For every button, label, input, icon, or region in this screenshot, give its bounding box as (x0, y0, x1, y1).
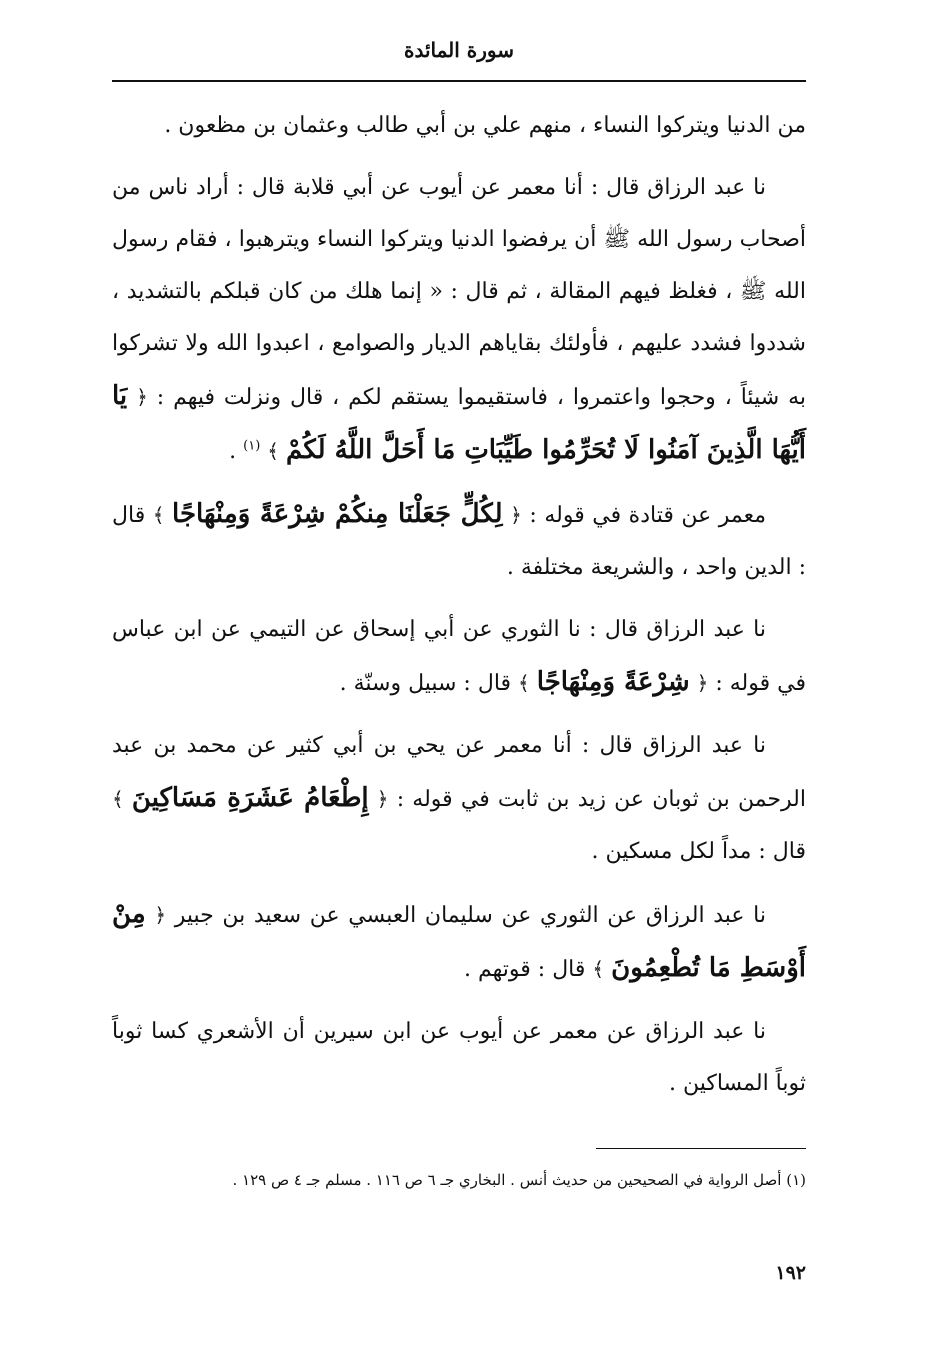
paragraph-1 (112, 100, 806, 152)
paragraph-text: من الدنيا ويتركوا النساء ، منهم علي بن أبي طالب وعثمان بن مظعون . (164, 113, 806, 138)
paragraph-text: نا عبد الرزاق قال : أنا معمر عن يحي بن أبي كثير عن محمد بن عبد الرحمن بن ثوبان عن زيد بن ثابت في قوله : (112, 733, 806, 812)
quran-verse: مِنْ أَوْسَطِ مَا تُطْعِمُونَ (112, 899, 806, 983)
quran-bracket-close: ﴾ (592, 957, 605, 981)
paragraph-text-end: قال : قوتهم . (464, 957, 586, 982)
paragraph-text-end: قال : سبيل وسنّة . (339, 671, 512, 696)
quran-bracket-open: ﴿ (376, 787, 389, 811)
paragraph-text: معمر عن قتادة في قوله : (529, 503, 767, 528)
header-divider (112, 80, 806, 82)
page-number: ١٩٢ (775, 1262, 806, 1284)
footnote: (١) أصل الرواية في الصحيحين من حديث أنس . البخاري جـ ٦ ص ١١٦ . مسلم جـ ٤ ص ١٢٩ . (232, 1171, 806, 1189)
quran-bracket-open: ﴿ (154, 903, 167, 927)
quran-bracket-close: ﴾ (518, 671, 530, 695)
paragraph-text-end: قال : مداً لكل مسكين . (591, 839, 806, 864)
quran-verse: شِرْعَةً وَمِنْهَاجًا (536, 667, 690, 697)
paragraph-text: نا عبد الرزاق قال : نا الثوري عن أبي إسحاق عن التيمي عن ابن عباس في قوله : (112, 617, 806, 696)
paragraph-3 (112, 488, 806, 594)
main-text (112, 100, 806, 1120)
paragraph-6 (112, 888, 806, 996)
quran-bracket-open: ﴿ (510, 503, 522, 527)
paragraph-4 (112, 604, 806, 710)
paragraph-2 (112, 162, 806, 478)
paragraph-5 (112, 720, 806, 878)
quran-verse: إِطْعَامُ عَشَرَةِ مَسَاكِينَ (131, 783, 369, 813)
footnote-reference[interactable]: (١) (243, 438, 261, 454)
quran-bracket-close: ﴾ (152, 503, 165, 527)
paragraph-7 (112, 1006, 806, 1110)
quran-bracket-close: ﴾ (112, 787, 124, 811)
paragraph-text-end: قال : الدين واحد ، والشريعة مختلفة . (112, 503, 806, 580)
paragraph-text: نا عبد الرزاق عن معمر عن أيوب عن ابن سيرين أن الأشعري كسا ثوباً ثوباً المساكين . (112, 1019, 806, 1096)
footnote-divider (596, 1148, 806, 1149)
paragraph-text-end: . (229, 439, 237, 464)
paragraph-text: نا عبد الرزاق قال : أنا معمر عن أيوب عن أبي قلابة قال : أراد ناس من أصحاب رسول الله ﷺ أن يرفضوا الدنيا ويتركوا النساء ويترهبوا ، فقام رسول الله ﷺ ، فغلظ فيهم المقالة ، ثم قال : « إنما هلك من كان قبلكم بالتشديد ، شددوا فشدد عليهم ، فأولئك بقاياهم الديار والصوامع ، اعبدوا الله ولا تشركوا به شيئاً ، وحجوا واعتمروا ، فاستقيموا يستقم لكم ، قال ونزلت فيهم : (112, 175, 806, 410)
quran-bracket-open: ﴿ (696, 671, 709, 695)
paragraph-text: نا عبد الرزاق عن الثوري عن سليمان العبسي عن سعيد بن جبير (174, 903, 766, 928)
running-header: سورة المائدة (403, 38, 515, 62)
quran-verse: يَا أَيُّهَا الَّذِينَ آمَنُوا لَا تُحَرِّمُوا طَيِّبَاتِ مَا أَحَلَّ اللَّهُ لَكُمْ (112, 381, 806, 465)
quran-bracket-open: ﴿ (136, 385, 148, 409)
quran-bracket-close: ﴾ (267, 439, 280, 463)
quran-verse: لِكُلٍّ جَعَلْنَا مِنكُمْ شِرْعَةً وَمِنْهَاجًا (172, 499, 503, 529)
